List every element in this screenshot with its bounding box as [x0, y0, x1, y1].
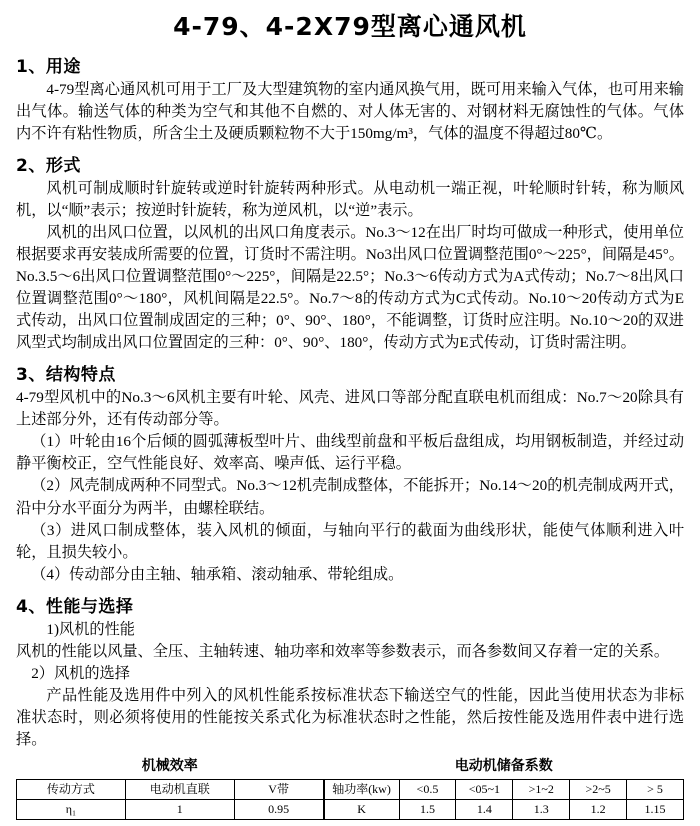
table-row	[324, 800, 683, 820]
paragraph-performance-2: 风机的性能以风量、全压、主轴转速、轴功率和效率等参数表示，而各参数间又存着一定的关系。	[16, 642, 670, 660]
reserve-header-0: 轴功率(kw)	[324, 780, 399, 800]
paragraph-purpose-1: 4-79型离心通风机可用于工厂及大型建筑物的室内通风换气用，既可用来输入气体，也可用来输出气体。输送气体的种类为空气和其他不自燃的、对人体无害的、对钢材料无腐蚀性的气体。气体内不许有粘性物质，所含尘土及硬质颗粒物不大于150mg/m³，气体的温度不得超过80℃。	[16, 81, 684, 143]
reserve-header-1: <0.5	[399, 780, 456, 800]
efficiency-table	[16, 779, 324, 820]
efficiency-header-1: 电动机直联	[125, 780, 234, 800]
paragraph-structure-3: （2）风壳制成两种不同型式。No.3～12机壳制成整体，不能拆开；No.14～20的机壳制成两开式，沿中分水平面分为两半，由螺栓联结。	[16, 477, 684, 517]
reserve-header-5: > 5	[627, 780, 684, 800]
table-row	[324, 780, 683, 800]
efficiency-table-block	[16, 755, 324, 820]
paragraph-structure-4: （3）进风口制成整体，装入风机的倾面，与轴向平行的截面为曲线形状，能使气体顺利进入叶轮，且损失较小。	[16, 521, 684, 561]
paragraph-structure-1: 4-79型风机中的No.3～6风机主要有叶轮、风壳、进风口等部分配直联电机而组成：No.7～20除具有上述部分外，还有传动部分等。	[16, 389, 684, 429]
table-row	[17, 800, 324, 820]
reserve-value-1: 1.4	[456, 800, 513, 820]
paragraph-performance-4: 产品性能及选用件中列入的风机性能系按标准状态下输送空气的性能，因此当使用状态为非标准状态时，则必须将使用的性能按关系式化为标准状态时之性能，然后按性能及选用件表中进行选择。	[16, 686, 684, 748]
tables-container	[16, 755, 684, 820]
page-title: 4-79、4-2X79型离心通风机	[173, 12, 527, 41]
reserve-value-3: 1.2	[570, 800, 627, 820]
efficiency-table-caption: 机械效率	[141, 758, 198, 774]
section-heading-form: 2、形式	[16, 156, 81, 177]
efficiency-row-label: η₁	[17, 800, 126, 820]
efficiency-header-2: V带	[234, 780, 323, 800]
reserve-header-2: <05~1	[456, 780, 513, 800]
section-heading-structure: 3、结构特点	[16, 365, 116, 386]
reserve-header-4: >2~5	[570, 780, 627, 800]
reserve-value-0: 1.5	[399, 800, 456, 820]
reserve-table-block	[324, 755, 684, 820]
paragraph-performance-3: 2）风机的选择	[31, 664, 130, 682]
efficiency-header-0: 传动方式	[17, 780, 126, 800]
paragraph-structure-2: （1）叶轮由16个后倾的圆弧薄板型叶片、曲线型前盘和平板后盘组成，均用钢板制造，并经过动静平衡校正，空气性能良好、效率高、噪声低、运行平稳。	[16, 433, 684, 473]
table-row	[17, 780, 324, 800]
paragraph-performance-1: 1)风机的性能	[46, 620, 135, 638]
paragraph-form-1: 风机可制成顺时针旋转或逆时针旋转两种形式。从电动机一端正视，叶轮顺时针转，称为顺风机，以“顺”表示；按逆时针旋转，称为逆风机，以“逆”表示。	[16, 180, 684, 220]
reserve-table-caption: 电动机储备系数	[454, 758, 553, 774]
reserve-table	[324, 779, 684, 820]
reserve-value-2: 1.3	[513, 800, 570, 820]
section-heading-purpose: 1、用途	[16, 57, 81, 77]
efficiency-value-1: 0.95	[234, 800, 323, 820]
efficiency-value-0: 1	[125, 800, 234, 820]
paragraph-structure-5: （4）传动部分由主轴、轴承箱、滚动轴承、带轮组成。	[31, 565, 404, 583]
reserve-row-label: K	[324, 800, 399, 820]
section-heading-performance: 4、性能与选择	[16, 596, 134, 617]
paragraph-form-2: 风机的出风口位置，以风机的出风口角度表示。No.3～12在出厂时均可做成一种形式，使用单位根据要求再安装成所需要的位置，订货时不需注明。No3出风口位置调整范围0°～225°，间隔是45°。No.3.5～6出风口位置调整范围0°～225°，间隔是22.5°；No.3～6传动方式为A式传动；No.7～8出风口位置调整范围0°～180°，风机间隔是22.5°。No.7～8的传动方式为C式传动。No.10～20传动方式为E式传动，出风口位置制成固定的三种；0°、90°、180°，不能调整，订货时应注明。No.10～20的双进风型式均制成出风口位置固定的三种：0°、90°、180°，传动方式为E式传动，订货时需注明。	[16, 224, 684, 352]
reserve-value-4: 1.15	[627, 800, 684, 820]
reserve-header-3: >1~2	[513, 780, 570, 800]
